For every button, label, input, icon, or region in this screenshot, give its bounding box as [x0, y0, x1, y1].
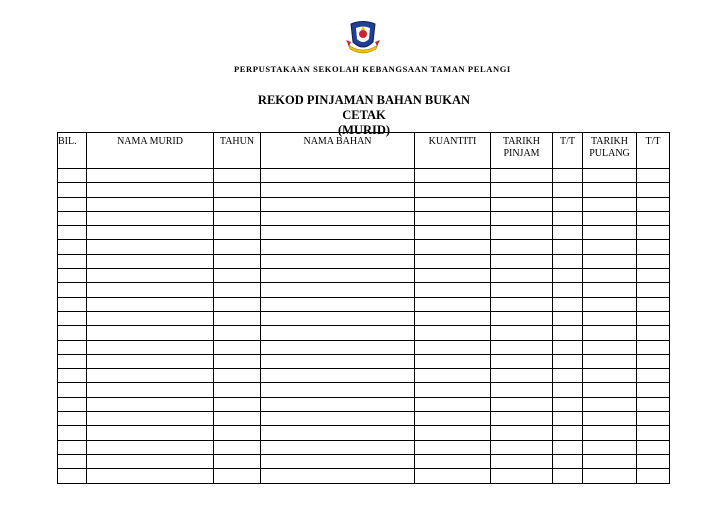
- table-cell: [553, 240, 583, 254]
- table-cell: [87, 440, 214, 454]
- table-cell: [553, 454, 583, 468]
- table-cell: [58, 354, 87, 368]
- table-cell: [583, 254, 637, 268]
- table-cell: [553, 369, 583, 383]
- table-cell: [637, 269, 670, 283]
- table-cell: [637, 197, 670, 211]
- table-cell: [58, 326, 87, 340]
- column-header-nama-murid: NAMA MURID: [87, 133, 214, 169]
- table-row: [58, 326, 670, 340]
- table-cell: [583, 426, 637, 440]
- form-title-line-1: REKOD PINJAMAN BAHAN BUKAN CETAK: [257, 93, 471, 122]
- table-cell: [491, 354, 553, 368]
- table-cell: [58, 283, 87, 297]
- table-cell: [637, 440, 670, 454]
- table-cell: [583, 183, 637, 197]
- table-cell: [214, 397, 261, 411]
- table-row: [58, 383, 670, 397]
- table-cell: [553, 269, 583, 283]
- table-row: [58, 240, 670, 254]
- table-cell: [87, 426, 214, 440]
- table-cell: [583, 383, 637, 397]
- table-cell: [553, 354, 583, 368]
- table-cell: [87, 211, 214, 225]
- table-cell: [491, 226, 553, 240]
- table-row: [58, 283, 670, 297]
- table-cell: [261, 211, 415, 225]
- table-cell: [87, 311, 214, 325]
- table-cell: [58, 454, 87, 468]
- table-cell: [637, 369, 670, 383]
- table-cell: [58, 397, 87, 411]
- table-cell: [491, 412, 553, 426]
- table-cell: [87, 197, 214, 211]
- table-body: [58, 169, 670, 484]
- table-cell: [553, 440, 583, 454]
- table-cell: [491, 369, 553, 383]
- table-cell: [214, 412, 261, 426]
- table-cell: [58, 412, 87, 426]
- table-cell: [637, 283, 670, 297]
- table-row: [58, 397, 670, 411]
- table-cell: [87, 397, 214, 411]
- table-cell: [87, 412, 214, 426]
- table-cell: [58, 426, 87, 440]
- table-cell: [87, 297, 214, 311]
- table-cell: [491, 197, 553, 211]
- table-cell: [415, 426, 491, 440]
- table-cell: [261, 440, 415, 454]
- table-cell: [261, 469, 415, 483]
- table-cell: [58, 183, 87, 197]
- table-cell: [214, 269, 261, 283]
- table-cell: [58, 197, 87, 211]
- table-cell: [583, 169, 637, 183]
- table-row: [58, 354, 670, 368]
- table-cell: [214, 240, 261, 254]
- table-cell: [214, 226, 261, 240]
- table-cell: [415, 269, 491, 283]
- table-cell: [637, 383, 670, 397]
- table-cell: [491, 169, 553, 183]
- table-row: [58, 169, 670, 183]
- table-cell: [583, 412, 637, 426]
- table-cell: [415, 197, 491, 211]
- table-cell: [415, 340, 491, 354]
- table-cell: [415, 211, 491, 225]
- table-cell: [583, 354, 637, 368]
- table-cell: [553, 426, 583, 440]
- column-header-tt-pinjam: T/T: [553, 133, 583, 169]
- table-cell: [583, 297, 637, 311]
- table-cell: [415, 254, 491, 268]
- table-row: [58, 340, 670, 354]
- table-cell: [87, 269, 214, 283]
- table-cell: [87, 169, 214, 183]
- table-cell: [261, 297, 415, 311]
- table-cell: [214, 340, 261, 354]
- table-cell: [415, 240, 491, 254]
- table-cell: [491, 397, 553, 411]
- table-cell: [214, 311, 261, 325]
- table-cell: [553, 297, 583, 311]
- table-cell: [637, 397, 670, 411]
- table-cell: [637, 169, 670, 183]
- table-cell: [491, 269, 553, 283]
- table-cell: [415, 383, 491, 397]
- table-row: [58, 254, 670, 268]
- table-cell: [415, 454, 491, 468]
- table-cell: [491, 297, 553, 311]
- table-cell: [553, 397, 583, 411]
- table-cell: [583, 269, 637, 283]
- table-cell: [491, 183, 553, 197]
- table-row: [58, 269, 670, 283]
- table-cell: [553, 340, 583, 354]
- table-cell: [415, 169, 491, 183]
- table-cell: [214, 283, 261, 297]
- table-cell: [214, 383, 261, 397]
- table-cell: [637, 340, 670, 354]
- table-cell: [583, 211, 637, 225]
- table-row: [58, 440, 670, 454]
- table-cell: [637, 454, 670, 468]
- table-cell: [87, 369, 214, 383]
- table-cell: [58, 269, 87, 283]
- table-row: [58, 412, 670, 426]
- table-cell: [87, 254, 214, 268]
- table-cell: [553, 383, 583, 397]
- table-cell: [214, 169, 261, 183]
- table-cell: [261, 240, 415, 254]
- table-cell: [415, 283, 491, 297]
- table-cell: [214, 211, 261, 225]
- table-cell: [87, 226, 214, 240]
- column-header-kuantiti: KUANTITI: [415, 133, 491, 169]
- table-cell: [214, 297, 261, 311]
- table-cell: [491, 283, 553, 297]
- table-cell: [214, 354, 261, 368]
- table-cell: [58, 340, 87, 354]
- column-header-tarikh-pinjam: TARIKH PINJAM: [491, 133, 553, 169]
- table-cell: [261, 426, 415, 440]
- column-header-tt-pulang: T/T: [637, 133, 670, 169]
- table-cell: [415, 311, 491, 325]
- column-header-nama-bahan: NAMA BAHAN: [261, 133, 415, 169]
- table-cell: [415, 397, 491, 411]
- table-cell: [637, 297, 670, 311]
- table-cell: [583, 340, 637, 354]
- table-cell: [87, 183, 214, 197]
- table-cell: [87, 326, 214, 340]
- table-row: [58, 469, 670, 483]
- table-cell: [491, 326, 553, 340]
- table-cell: [58, 211, 87, 225]
- table-header-row: [58, 133, 670, 169]
- table-cell: [87, 283, 214, 297]
- table-cell: [637, 211, 670, 225]
- table-cell: [553, 183, 583, 197]
- table-cell: [87, 340, 214, 354]
- table-cell: [415, 183, 491, 197]
- form-title-line-2: (MURID): [337, 123, 391, 137]
- table-cell: [415, 469, 491, 483]
- table-cell: [637, 354, 670, 368]
- table-cell: [553, 226, 583, 240]
- table-cell: [261, 283, 415, 297]
- table-cell: [87, 454, 214, 468]
- table-cell: [583, 226, 637, 240]
- table-cell: [637, 311, 670, 325]
- column-header-tarikh-pulang: TARIKH PULANG: [583, 133, 637, 169]
- table-cell: [415, 226, 491, 240]
- table-cell: [553, 254, 583, 268]
- table-cell: [261, 169, 415, 183]
- table-row: [58, 197, 670, 211]
- table-cell: [491, 469, 553, 483]
- table-cell: [214, 469, 261, 483]
- table-cell: [637, 326, 670, 340]
- table-cell: [214, 440, 261, 454]
- table-cell: [261, 226, 415, 240]
- table-cell: [583, 469, 637, 483]
- table-cell: [583, 369, 637, 383]
- table-cell: [261, 269, 415, 283]
- table-row: [58, 454, 670, 468]
- loan-record-table: [57, 132, 670, 484]
- table-cell: [261, 254, 415, 268]
- table-row: [58, 426, 670, 440]
- table-cell: [58, 440, 87, 454]
- table-cell: [553, 197, 583, 211]
- table-cell: [637, 426, 670, 440]
- table-cell: [214, 197, 261, 211]
- table-cell: [637, 240, 670, 254]
- table-cell: [491, 440, 553, 454]
- table-cell: [87, 240, 214, 254]
- table-cell: [491, 340, 553, 354]
- table-cell: [58, 383, 87, 397]
- table-cell: [261, 383, 415, 397]
- table-cell: [87, 383, 214, 397]
- table-cell: [214, 369, 261, 383]
- table-cell: [415, 297, 491, 311]
- table-cell: [583, 326, 637, 340]
- table-cell: [553, 469, 583, 483]
- table-row: [58, 211, 670, 225]
- table-cell: [583, 197, 637, 211]
- table-row: [58, 226, 670, 240]
- table-cell: [58, 226, 87, 240]
- table-cell: [214, 254, 261, 268]
- table-cell: [637, 183, 670, 197]
- table-cell: [491, 426, 553, 440]
- table-cell: [553, 211, 583, 225]
- table-cell: [58, 369, 87, 383]
- table-cell: [637, 469, 670, 483]
- table-cell: [214, 183, 261, 197]
- table-cell: [87, 354, 214, 368]
- table-cell: [214, 454, 261, 468]
- table-row: [58, 369, 670, 383]
- table-cell: [261, 326, 415, 340]
- table-cell: [261, 397, 415, 411]
- table-cell: [637, 226, 670, 240]
- table-cell: [214, 426, 261, 440]
- table-cell: [415, 440, 491, 454]
- table-cell: [261, 354, 415, 368]
- table-cell: [261, 340, 415, 354]
- table-cell: [261, 197, 415, 211]
- table-cell: [553, 169, 583, 183]
- table-cell: [415, 412, 491, 426]
- table-cell: [58, 240, 87, 254]
- table-cell: [583, 311, 637, 325]
- column-header-bil: BIL.: [58, 133, 87, 169]
- table-cell: [637, 254, 670, 268]
- table-cell: [553, 311, 583, 325]
- table-cell: [261, 369, 415, 383]
- table-cell: [491, 454, 553, 468]
- table-cell: [583, 397, 637, 411]
- table-cell: [583, 283, 637, 297]
- table-cell: [58, 297, 87, 311]
- table-cell: [415, 354, 491, 368]
- table-cell: [583, 440, 637, 454]
- table-cell: [553, 283, 583, 297]
- school-crest-icon: [345, 20, 381, 54]
- table-row: [58, 311, 670, 325]
- table-cell: [58, 254, 87, 268]
- table-cell: [415, 326, 491, 340]
- table-cell: [491, 311, 553, 325]
- table-cell: [491, 240, 553, 254]
- table-cell: [261, 311, 415, 325]
- table-cell: [58, 469, 87, 483]
- table-cell: [58, 169, 87, 183]
- table-cell: [261, 412, 415, 426]
- table-cell: [261, 454, 415, 468]
- table-cell: [553, 326, 583, 340]
- table-cell: [553, 412, 583, 426]
- table-cell: [583, 454, 637, 468]
- table-row: [58, 297, 670, 311]
- table-row: [58, 183, 670, 197]
- school-name: PERPUSTAKAAN SEKOLAH KEBANGSAAN TAMAN PELANGI: [234, 64, 511, 74]
- table-cell: [87, 469, 214, 483]
- table-cell: [415, 369, 491, 383]
- table-cell: [491, 254, 553, 268]
- table-cell: [491, 383, 553, 397]
- table-cell: [583, 240, 637, 254]
- table-cell: [58, 311, 87, 325]
- table-cell: [261, 183, 415, 197]
- table-cell: [214, 326, 261, 340]
- table-cell: [491, 211, 553, 225]
- table-cell: [637, 412, 670, 426]
- column-header-tahun: TAHUN: [214, 133, 261, 169]
